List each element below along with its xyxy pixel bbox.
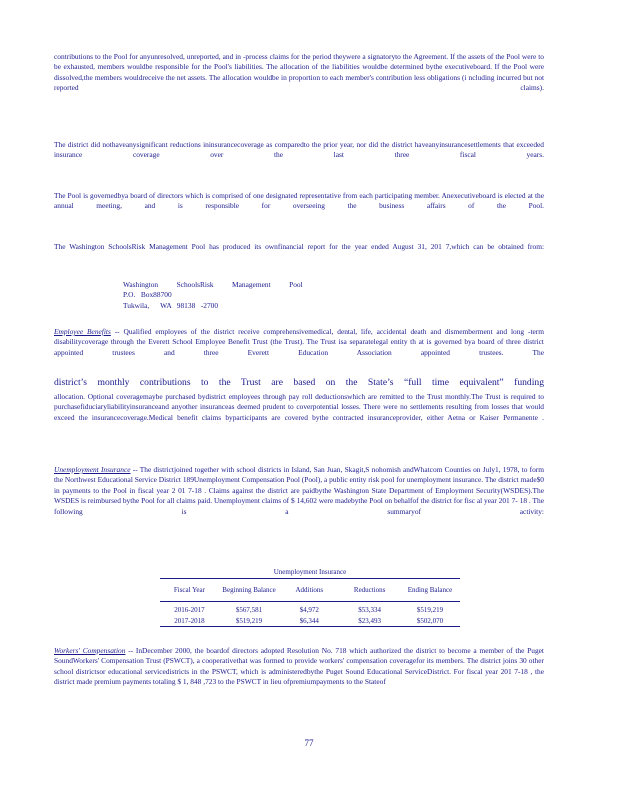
header-beginning-balance: Beginning Balance [219, 579, 279, 602]
table-row [160, 602, 460, 616]
page-number: 77 [304, 738, 314, 748]
pool-liability-paragraph: contributions to the Pool for anyunresolved, unreported, and in -process claims for the period theywere a signatoryto the Agreement. If the assets of the Pool were to be exhausted, members wouldbe responsible for the Pool's liabilities. The allocation of the liabilities wouldbe determined bythe executiveboard. If the Pool were dissolved,the members wouldreceive the net assets. The allocation wouldbe in proportion to each member's contribution less obligations (i ncluding incurred but not reported claims). [54, 52, 544, 93]
header-reductions: Reductions [339, 579, 400, 602]
coverage-paragraph: The district did nothaveanysignificant reductions ininsurancecoverage as comparedto the prior year, nor did the district haveanyinsurancesettlements that exceeded insurance coverage over the last three fiscal years. [54, 140, 544, 160]
employee-benefits-text-a: -- Qualified employees of the district receive comprehensivemedical, dental, life, accidental death and dismemberment and long -term disabilitycoverage through the Everett School Employee Benefit Trust (the Trust). The Trust isa separatelegal entity th at is governed bya board of three district appointed trustees and three Everett Education Association appointed trustees. The [54, 327, 544, 357]
address-line-2: P.O. Box88700 [123, 290, 172, 300]
unemployment-insurance-table [160, 566, 460, 627]
pool-address [123, 280, 303, 311]
table-title: Unemployment Insurance [160, 566, 460, 579]
header-additions: Additions [279, 579, 339, 602]
cell-fiscal-year: 2016-2017 [174, 605, 205, 614]
unemployment-insurance-heading: Unemployment Insurance [54, 465, 131, 474]
cell-fiscal-year: 2017-2018 [160, 615, 219, 627]
workers-compensation-text: -- InDecember 2000, the boardof directors adopted Resolution No. 718 which authorized the district to become a member of the Puget SoundWorkers' Compensation Trust (PSWCT), a cooperativethat was formed to provide workers' compensation coveragefor its members. The district joins 30 other school districtsor educational servicedistricts in the PSWCT, which is administeredbythe Puget Sound Educational ServiceDistrict. For fiscal year 201 7-18 , the district made premium payments totaling $ 1, 848 ,723 to the PSWCT in lieu ofpremiumpayments to the Stateof [54, 646, 544, 687]
employee-benefits-paragraph [54, 327, 544, 358]
cell-ending-balance: $502,070 [400, 615, 460, 627]
workers-compensation-paragraph [54, 646, 544, 688]
employee-benefits-text-c: allocation. Optional coveragemaybe purchased bydistrict employees through pay roll deductionswhich are remitted to the Trust monthly.The Trust is required to purchasefiduciaryliabilityinsuranceand anyother insuranceas deemed prudent to coverpotential losses. There were no settlements resulting from losses that would exceed the insurancecoverage.Medical benefit claims byparticipants are covered bythe contracted insuranceprovider, either Aetna or Kaiser Permanente . [54, 392, 544, 422]
address-line-3: Tukwila, WA 98138 -2700 [123, 300, 219, 310]
cell-beginning-balance: $567,581 [235, 605, 263, 614]
pool-governance-paragraph: The Pool is governedbya board of directors which is comprised of one designated representative from each participating member. Anexecutiveboard is elected at the annual meeting, and is responsible for overseeing the business affairs of the Pool. [54, 191, 544, 211]
unemployment-insurance-text: -- The districtjoined together with school districts in Island, San Juan, Skagit,S nohomish andWhatcom Counties on July1, 1978, to form the Northwest Educational Service District 189Unemployment Compensation Pool (Pool), a public entity risk pool for unemployment insurance. The district made$0 in payments to the Pool in fiscal year 2 01 7-18 . Claims against the district are paidbythe Washington State Department of Employment Security(WSDES).The WSDES is reimbursed bythe Pool for all claims paid. Unemployment claims of $ 14,602 were madebythe Pool on behalfof the district for fisc al year 201 7- 18 . The following is a summaryof activity: [54, 465, 544, 516]
address-line-1: Washington SchoolsRisk Management Pool [123, 280, 303, 289]
cell-additions: $4,972 [299, 605, 319, 614]
employee-benefits-funding-line: district’s monthly contributions to the Trust are based on the State’s “full time equivalent” funding [54, 377, 544, 388]
employee-benefits-heading: Employee Benefits [54, 327, 111, 336]
cell-reductions: $53,334 [358, 605, 382, 614]
financial-report-paragraph: The Washington SchoolsRisk Management Pool has produced its ownfinancial report for the year ended August 31, 201 7,which can be obtained from: [54, 242, 544, 251]
table-row [160, 615, 460, 627]
header-fiscal-year: Fiscal Year [160, 579, 219, 602]
header-ending-balance: Ending Balance [400, 579, 460, 602]
cell-reductions: $23,493 [339, 615, 400, 627]
cell-ending-balance: $519,219 [416, 605, 444, 614]
workers-compensation-heading: Workers' Compensation [54, 646, 126, 655]
unemployment-insurance-paragraph [54, 465, 544, 517]
cell-beginning-balance: $519,219 [219, 615, 279, 627]
cell-additions: $6,344 [279, 615, 339, 627]
